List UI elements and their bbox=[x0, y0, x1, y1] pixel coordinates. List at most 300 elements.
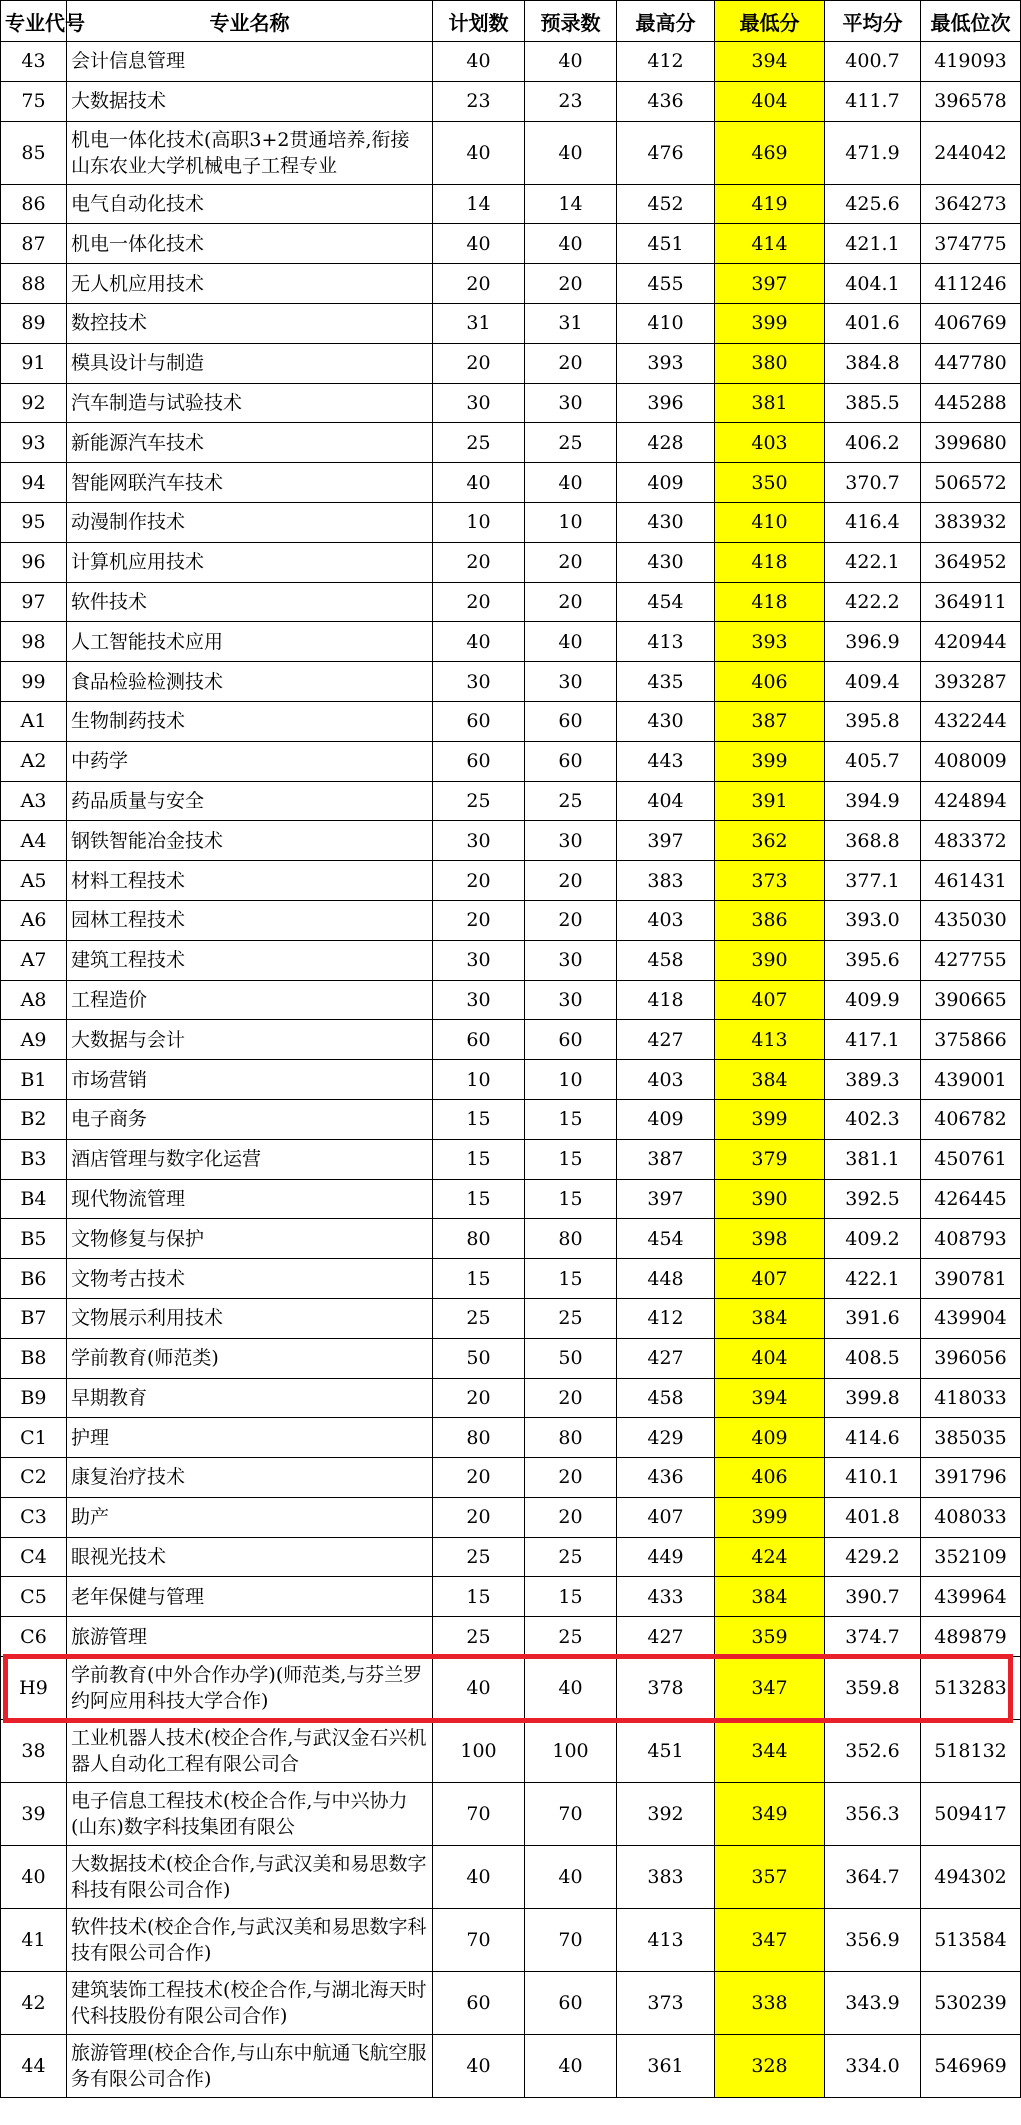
cell-min-rank: 383932 bbox=[921, 502, 1021, 542]
cell-plan-count: 25 bbox=[433, 1537, 525, 1577]
cell-min-rank: 439904 bbox=[921, 1298, 1021, 1338]
cell-major-name: 建筑装饰工程技术(校企合作,与湖北海天时代科技股份有限公司合作) bbox=[67, 1972, 433, 2035]
cell-pre-admit-count: 20 bbox=[525, 861, 617, 901]
cell-min-score: 362 bbox=[715, 821, 825, 861]
cell-min-rank: 506572 bbox=[921, 463, 1021, 503]
table-row bbox=[1, 1259, 1021, 1299]
table-row bbox=[1, 701, 1021, 741]
cell-avg-score: 368.8 bbox=[825, 821, 921, 861]
cell-major-code: A3 bbox=[1, 781, 67, 821]
cell-major-name: 机电一体化技术 bbox=[67, 224, 433, 264]
cell-plan-count: 50 bbox=[433, 1338, 525, 1378]
cell-avg-score: 391.6 bbox=[825, 1298, 921, 1338]
cell-plan-count: 20 bbox=[433, 900, 525, 940]
cell-min-rank: 427755 bbox=[921, 940, 1021, 980]
cell-max-score: 393 bbox=[617, 343, 715, 383]
cell-min-rank: 445288 bbox=[921, 383, 1021, 423]
cell-pre-admit-count: 20 bbox=[525, 343, 617, 383]
cell-plan-count: 20 bbox=[433, 343, 525, 383]
cell-major-name: 软件技术 bbox=[67, 582, 433, 622]
cell-avg-score: 421.1 bbox=[825, 224, 921, 264]
cell-max-score: 429 bbox=[617, 1418, 715, 1458]
table-row bbox=[1, 1139, 1021, 1179]
table-row bbox=[1, 542, 1021, 582]
cell-min-score: 407 bbox=[715, 980, 825, 1020]
cell-max-score: 403 bbox=[617, 1060, 715, 1100]
cell-min-rank: 406782 bbox=[921, 1099, 1021, 1139]
cell-min-rank: 420944 bbox=[921, 622, 1021, 662]
cell-avg-score: 392.5 bbox=[825, 1179, 921, 1219]
cell-pre-admit-count: 25 bbox=[525, 1298, 617, 1338]
cell-major-name: 康复治疗技术 bbox=[67, 1458, 433, 1498]
cell-pre-admit-count: 40 bbox=[525, 1846, 617, 1909]
header-major-name: 专业名称 bbox=[67, 1, 433, 42]
cell-avg-score: 414.6 bbox=[825, 1418, 921, 1458]
cell-major-code: 94 bbox=[1, 463, 67, 503]
cell-plan-count: 30 bbox=[433, 980, 525, 1020]
cell-major-name: 材料工程技术 bbox=[67, 861, 433, 901]
cell-min-score: 418 bbox=[715, 582, 825, 622]
cell-major-name: 大数据技术(校企合作,与武汉美和易思数字科技有限公司合作) bbox=[67, 1846, 433, 1909]
cell-min-score: 398 bbox=[715, 1219, 825, 1259]
cell-major-code: 44 bbox=[1, 2035, 67, 2098]
cell-min-rank: 396056 bbox=[921, 1338, 1021, 1378]
cell-max-score: 430 bbox=[617, 701, 715, 741]
cell-avg-score: 334.0 bbox=[825, 2035, 921, 2098]
cell-major-name: 文物考古技术 bbox=[67, 1259, 433, 1299]
cell-pre-admit-count: 60 bbox=[525, 701, 617, 741]
cell-plan-count: 10 bbox=[433, 502, 525, 542]
cell-avg-score: 395.8 bbox=[825, 701, 921, 741]
cell-min-rank: 352109 bbox=[921, 1537, 1021, 1577]
cell-major-code: 99 bbox=[1, 662, 67, 702]
cell-major-name: 电子信息工程技术(校企合作,与中兴协力(山东)数字科技集团有限公 bbox=[67, 1783, 433, 1846]
cell-plan-count: 20 bbox=[433, 861, 525, 901]
cell-major-code: B1 bbox=[1, 1060, 67, 1100]
cell-major-name: 大数据技术 bbox=[67, 81, 433, 121]
cell-pre-admit-count: 100 bbox=[525, 1720, 617, 1783]
cell-major-name: 市场营销 bbox=[67, 1060, 433, 1100]
cell-plan-count: 40 bbox=[433, 224, 525, 264]
cell-major-code: A7 bbox=[1, 940, 67, 980]
cell-max-score: 458 bbox=[617, 940, 715, 980]
cell-major-name: 旅游管理 bbox=[67, 1617, 433, 1657]
cell-pre-admit-count: 31 bbox=[525, 303, 617, 343]
cell-min-rank: 439001 bbox=[921, 1060, 1021, 1100]
cell-pre-admit-count: 23 bbox=[525, 81, 617, 121]
cell-pre-admit-count: 80 bbox=[525, 1418, 617, 1458]
cell-min-rank: 411246 bbox=[921, 264, 1021, 304]
cell-plan-count: 15 bbox=[433, 1577, 525, 1617]
cell-major-name: 大数据与会计 bbox=[67, 1020, 433, 1060]
cell-avg-score: 390.7 bbox=[825, 1577, 921, 1617]
cell-avg-score: 400.7 bbox=[825, 42, 921, 82]
table-row bbox=[1, 1458, 1021, 1498]
cell-plan-count: 100 bbox=[433, 1720, 525, 1783]
cell-min-rank: 418033 bbox=[921, 1378, 1021, 1418]
cell-major-code: A5 bbox=[1, 861, 67, 901]
cell-plan-count: 40 bbox=[433, 1846, 525, 1909]
cell-major-code: C1 bbox=[1, 1418, 67, 1458]
cell-major-code: 42 bbox=[1, 1972, 67, 2035]
cell-min-rank: 364952 bbox=[921, 542, 1021, 582]
cell-max-score: 409 bbox=[617, 1099, 715, 1139]
cell-major-code: A2 bbox=[1, 741, 67, 781]
cell-min-score: 387 bbox=[715, 701, 825, 741]
cell-plan-count: 80 bbox=[433, 1418, 525, 1458]
cell-major-name: 汽车制造与试验技术 bbox=[67, 383, 433, 423]
cell-avg-score: 393.0 bbox=[825, 900, 921, 940]
table-header-row bbox=[1, 1, 1021, 42]
cell-avg-score: 370.7 bbox=[825, 463, 921, 503]
table-row bbox=[1, 1060, 1021, 1100]
cell-plan-count: 15 bbox=[433, 1179, 525, 1219]
cell-max-score: 392 bbox=[617, 1783, 715, 1846]
cell-min-score: 384 bbox=[715, 1577, 825, 1617]
cell-max-score: 430 bbox=[617, 542, 715, 582]
cell-max-score: 427 bbox=[617, 1617, 715, 1657]
cell-avg-score: 406.2 bbox=[825, 423, 921, 463]
cell-min-score: 410 bbox=[715, 502, 825, 542]
cell-min-score: 379 bbox=[715, 1139, 825, 1179]
cell-pre-admit-count: 15 bbox=[525, 1259, 617, 1299]
cell-min-score: 403 bbox=[715, 423, 825, 463]
cell-avg-score: 409.9 bbox=[825, 980, 921, 1020]
table-row bbox=[1, 81, 1021, 121]
cell-plan-count: 30 bbox=[433, 662, 525, 702]
cell-min-score: 404 bbox=[715, 1338, 825, 1378]
table-row bbox=[1, 1179, 1021, 1219]
cell-major-code: C6 bbox=[1, 1617, 67, 1657]
cell-min-rank: 435030 bbox=[921, 900, 1021, 940]
cell-max-score: 452 bbox=[617, 184, 715, 224]
cell-major-name: 老年保健与管理 bbox=[67, 1577, 433, 1617]
cell-pre-admit-count: 40 bbox=[525, 121, 617, 184]
table-row bbox=[1, 42, 1021, 82]
cell-min-score: 350 bbox=[715, 463, 825, 503]
table-row bbox=[1, 662, 1021, 702]
cell-major-code: A6 bbox=[1, 900, 67, 940]
cell-plan-count: 70 bbox=[433, 1783, 525, 1846]
cell-major-code: 89 bbox=[1, 303, 67, 343]
cell-pre-admit-count: 40 bbox=[525, 622, 617, 662]
cell-max-score: 436 bbox=[617, 1458, 715, 1498]
cell-avg-score: 425.6 bbox=[825, 184, 921, 224]
cell-pre-admit-count: 30 bbox=[525, 383, 617, 423]
table-row bbox=[1, 303, 1021, 343]
cell-plan-count: 10 bbox=[433, 1060, 525, 1100]
cell-plan-count: 20 bbox=[433, 1378, 525, 1418]
cell-min-rank: 450761 bbox=[921, 1139, 1021, 1179]
cell-major-code: H9 bbox=[1, 1657, 67, 1720]
cell-major-code: 98 bbox=[1, 622, 67, 662]
cell-major-name: 酒店管理与数字化运营 bbox=[67, 1139, 433, 1179]
cell-plan-count: 20 bbox=[433, 1497, 525, 1537]
cell-max-score: 451 bbox=[617, 224, 715, 264]
cell-major-code: B6 bbox=[1, 1259, 67, 1299]
cell-plan-count: 60 bbox=[433, 741, 525, 781]
cell-pre-admit-count: 30 bbox=[525, 821, 617, 861]
cell-major-code: 87 bbox=[1, 224, 67, 264]
cell-avg-score: 409.4 bbox=[825, 662, 921, 702]
cell-pre-admit-count: 20 bbox=[525, 1497, 617, 1537]
cell-pre-admit-count: 20 bbox=[525, 1378, 617, 1418]
cell-major-name: 助产 bbox=[67, 1497, 433, 1537]
cell-major-code: C3 bbox=[1, 1497, 67, 1537]
table-row bbox=[1, 980, 1021, 1020]
cell-max-score: 413 bbox=[617, 1909, 715, 1972]
cell-major-code: A9 bbox=[1, 1020, 67, 1060]
cell-plan-count: 70 bbox=[433, 1909, 525, 1972]
cell-major-code: A1 bbox=[1, 701, 67, 741]
cell-min-score: 406 bbox=[715, 1458, 825, 1498]
cell-major-name: 学前教育(中外合作办学)(师范类,与芬兰罗约阿应用科技大学合作) bbox=[67, 1657, 433, 1720]
cell-plan-count: 80 bbox=[433, 1219, 525, 1259]
table-row bbox=[1, 1909, 1021, 1972]
cell-major-name: 文物展示利用技术 bbox=[67, 1298, 433, 1338]
table-row bbox=[1, 1020, 1021, 1060]
cell-major-code: 40 bbox=[1, 1846, 67, 1909]
cell-max-score: 397 bbox=[617, 821, 715, 861]
cell-min-rank: 385035 bbox=[921, 1418, 1021, 1458]
cell-min-rank: 390781 bbox=[921, 1259, 1021, 1299]
cell-major-name: 电子商务 bbox=[67, 1099, 433, 1139]
cell-max-score: 383 bbox=[617, 861, 715, 901]
cell-plan-count: 40 bbox=[433, 1657, 525, 1720]
header-pre-admit-count: 预录数 bbox=[525, 1, 617, 42]
cell-plan-count: 30 bbox=[433, 383, 525, 423]
cell-min-score: 384 bbox=[715, 1298, 825, 1338]
cell-avg-score: 384.8 bbox=[825, 343, 921, 383]
cell-avg-score: 401.6 bbox=[825, 303, 921, 343]
cell-pre-admit-count: 15 bbox=[525, 1139, 617, 1179]
cell-min-score: 359 bbox=[715, 1617, 825, 1657]
header-avg-score: 平均分 bbox=[825, 1, 921, 42]
cell-max-score: 409 bbox=[617, 463, 715, 503]
cell-plan-count: 25 bbox=[433, 781, 525, 821]
table-row bbox=[1, 781, 1021, 821]
cell-min-rank: 424894 bbox=[921, 781, 1021, 821]
cell-min-score: 380 bbox=[715, 343, 825, 383]
cell-pre-admit-count: 20 bbox=[525, 264, 617, 304]
cell-pre-admit-count: 60 bbox=[525, 1020, 617, 1060]
cell-min-rank: 408009 bbox=[921, 741, 1021, 781]
cell-min-score: 328 bbox=[715, 2035, 825, 2098]
header-plan-count: 计划数 bbox=[433, 1, 525, 42]
cell-major-code: 92 bbox=[1, 383, 67, 423]
cell-plan-count: 40 bbox=[433, 121, 525, 184]
cell-min-score: 390 bbox=[715, 940, 825, 980]
cell-major-name: 模具设计与制造 bbox=[67, 343, 433, 383]
cell-major-code: 86 bbox=[1, 184, 67, 224]
cell-avg-score: 422.1 bbox=[825, 1259, 921, 1299]
table-row bbox=[1, 1617, 1021, 1657]
cell-min-rank: 426445 bbox=[921, 1179, 1021, 1219]
cell-min-score: 344 bbox=[715, 1720, 825, 1783]
cell-major-code: C2 bbox=[1, 1458, 67, 1498]
cell-min-rank: 364273 bbox=[921, 184, 1021, 224]
cell-avg-score: 401.8 bbox=[825, 1497, 921, 1537]
cell-major-name: 园林工程技术 bbox=[67, 900, 433, 940]
cell-min-score: 419 bbox=[715, 184, 825, 224]
cell-min-score: 394 bbox=[715, 1378, 825, 1418]
table-row bbox=[1, 121, 1021, 184]
cell-max-score: 407 bbox=[617, 1497, 715, 1537]
cell-min-rank: 447780 bbox=[921, 343, 1021, 383]
cell-major-code: B3 bbox=[1, 1139, 67, 1179]
cell-pre-admit-count: 80 bbox=[525, 1219, 617, 1259]
cell-min-score: 384 bbox=[715, 1060, 825, 1100]
cell-plan-count: 31 bbox=[433, 303, 525, 343]
cell-min-score: 381 bbox=[715, 383, 825, 423]
cell-max-score: 410 bbox=[617, 303, 715, 343]
cell-major-code: 75 bbox=[1, 81, 67, 121]
cell-plan-count: 15 bbox=[433, 1099, 525, 1139]
cell-major-name: 动漫制作技术 bbox=[67, 502, 433, 542]
cell-min-score: 407 bbox=[715, 1259, 825, 1299]
cell-pre-admit-count: 15 bbox=[525, 1099, 617, 1139]
cell-avg-score: 381.1 bbox=[825, 1139, 921, 1179]
cell-avg-score: 405.7 bbox=[825, 741, 921, 781]
cell-major-code: 41 bbox=[1, 1909, 67, 1972]
cell-major-name: 电气自动化技术 bbox=[67, 184, 433, 224]
cell-max-score: 455 bbox=[617, 264, 715, 304]
cell-max-score: 378 bbox=[617, 1657, 715, 1720]
table-row bbox=[1, 1577, 1021, 1617]
cell-min-rank: 546969 bbox=[921, 2035, 1021, 2098]
cell-min-score: 399 bbox=[715, 1497, 825, 1537]
cell-plan-count: 40 bbox=[433, 622, 525, 662]
table-row bbox=[1, 1099, 1021, 1139]
cell-avg-score: 422.2 bbox=[825, 582, 921, 622]
cell-major-name: 软件技术(校企合作,与武汉美和易思数字科技有限公司合作) bbox=[67, 1909, 433, 1972]
cell-pre-admit-count: 15 bbox=[525, 1577, 617, 1617]
cell-pre-admit-count: 20 bbox=[525, 582, 617, 622]
cell-pre-admit-count: 10 bbox=[525, 502, 617, 542]
cell-pre-admit-count: 20 bbox=[525, 1458, 617, 1498]
table-row bbox=[1, 821, 1021, 861]
cell-min-score: 390 bbox=[715, 1179, 825, 1219]
cell-major-code: A4 bbox=[1, 821, 67, 861]
cell-pre-admit-count: 25 bbox=[525, 1617, 617, 1657]
cell-min-rank: 391796 bbox=[921, 1458, 1021, 1498]
cell-min-rank: 530239 bbox=[921, 1972, 1021, 2035]
cell-major-code: 39 bbox=[1, 1783, 67, 1846]
cell-major-code: B9 bbox=[1, 1378, 67, 1418]
cell-plan-count: 20 bbox=[433, 582, 525, 622]
cell-major-code: 85 bbox=[1, 121, 67, 184]
cell-avg-score: 416.4 bbox=[825, 502, 921, 542]
cell-min-score: 394 bbox=[715, 42, 825, 82]
cell-major-name: 文物修复与保护 bbox=[67, 1219, 433, 1259]
cell-max-score: 383 bbox=[617, 1846, 715, 1909]
cell-plan-count: 15 bbox=[433, 1259, 525, 1299]
cell-min-rank: 399680 bbox=[921, 423, 1021, 463]
cell-pre-admit-count: 25 bbox=[525, 1537, 617, 1577]
cell-min-score: 399 bbox=[715, 303, 825, 343]
table-body bbox=[1, 42, 1021, 2098]
cell-min-score: 404 bbox=[715, 81, 825, 121]
cell-pre-admit-count: 70 bbox=[525, 1909, 617, 1972]
cell-avg-score: 377.1 bbox=[825, 861, 921, 901]
cell-pre-admit-count: 50 bbox=[525, 1338, 617, 1378]
cell-max-score: 454 bbox=[617, 582, 715, 622]
cell-avg-score: 374.7 bbox=[825, 1617, 921, 1657]
cell-pre-admit-count: 25 bbox=[525, 781, 617, 821]
table-row bbox=[1, 741, 1021, 781]
cell-min-rank: 483372 bbox=[921, 821, 1021, 861]
cell-avg-score: 359.8 bbox=[825, 1657, 921, 1720]
cell-max-score: 413 bbox=[617, 622, 715, 662]
cell-plan-count: 40 bbox=[433, 463, 525, 503]
cell-min-rank: 518132 bbox=[921, 1720, 1021, 1783]
cell-major-name: 人工智能技术应用 bbox=[67, 622, 433, 662]
cell-avg-score: 410.1 bbox=[825, 1458, 921, 1498]
cell-major-name: 食品检验检测技术 bbox=[67, 662, 433, 702]
cell-avg-score: 352.6 bbox=[825, 1720, 921, 1783]
cell-max-score: 443 bbox=[617, 741, 715, 781]
cell-major-code: 43 bbox=[1, 42, 67, 82]
table-row bbox=[1, 582, 1021, 622]
cell-avg-score: 343.9 bbox=[825, 1972, 921, 2035]
cell-major-code: 96 bbox=[1, 542, 67, 582]
table-row bbox=[1, 1972, 1021, 2035]
table-row bbox=[1, 224, 1021, 264]
cell-max-score: 397 bbox=[617, 1179, 715, 1219]
cell-major-code: A8 bbox=[1, 980, 67, 1020]
cell-major-code: B5 bbox=[1, 1219, 67, 1259]
table-row bbox=[1, 1720, 1021, 1783]
cell-pre-admit-count: 70 bbox=[525, 1783, 617, 1846]
table-row bbox=[1, 940, 1021, 980]
cell-min-rank: 244042 bbox=[921, 121, 1021, 184]
table-row bbox=[1, 1418, 1021, 1458]
cell-min-score: 373 bbox=[715, 861, 825, 901]
table-row bbox=[1, 1378, 1021, 1418]
cell-min-rank: 509417 bbox=[921, 1783, 1021, 1846]
cell-major-code: 97 bbox=[1, 582, 67, 622]
cell-major-code: 91 bbox=[1, 343, 67, 383]
table-row bbox=[1, 264, 1021, 304]
cell-major-name: 中药学 bbox=[67, 741, 433, 781]
cell-avg-score: 394.9 bbox=[825, 781, 921, 821]
cell-avg-score: 409.2 bbox=[825, 1219, 921, 1259]
header-max-score: 最高分 bbox=[617, 1, 715, 42]
cell-max-score: 404 bbox=[617, 781, 715, 821]
cell-min-score: 406 bbox=[715, 662, 825, 702]
cell-min-score: 424 bbox=[715, 1537, 825, 1577]
cell-major-code: 38 bbox=[1, 1720, 67, 1783]
cell-avg-score: 471.9 bbox=[825, 121, 921, 184]
cell-avg-score: 417.1 bbox=[825, 1020, 921, 1060]
cell-pre-admit-count: 20 bbox=[525, 542, 617, 582]
cell-major-name: 智能网联汽车技术 bbox=[67, 463, 433, 503]
cell-min-score: 347 bbox=[715, 1657, 825, 1720]
cell-min-score: 391 bbox=[715, 781, 825, 821]
cell-avg-score: 399.8 bbox=[825, 1378, 921, 1418]
cell-min-rank: 489879 bbox=[921, 1617, 1021, 1657]
cell-major-name: 工业机器人技术(校企合作,与武汉金石兴机器人自动化工程有限公司合 bbox=[67, 1720, 433, 1783]
cell-pre-admit-count: 40 bbox=[525, 224, 617, 264]
cell-plan-count: 20 bbox=[433, 1458, 525, 1498]
cell-plan-count: 25 bbox=[433, 1298, 525, 1338]
cell-pre-admit-count: 30 bbox=[525, 662, 617, 702]
cell-max-score: 458 bbox=[617, 1378, 715, 1418]
cell-min-score: 397 bbox=[715, 264, 825, 304]
cell-max-score: 427 bbox=[617, 1020, 715, 1060]
cell-max-score: 403 bbox=[617, 900, 715, 940]
cell-major-name: 药品质量与安全 bbox=[67, 781, 433, 821]
